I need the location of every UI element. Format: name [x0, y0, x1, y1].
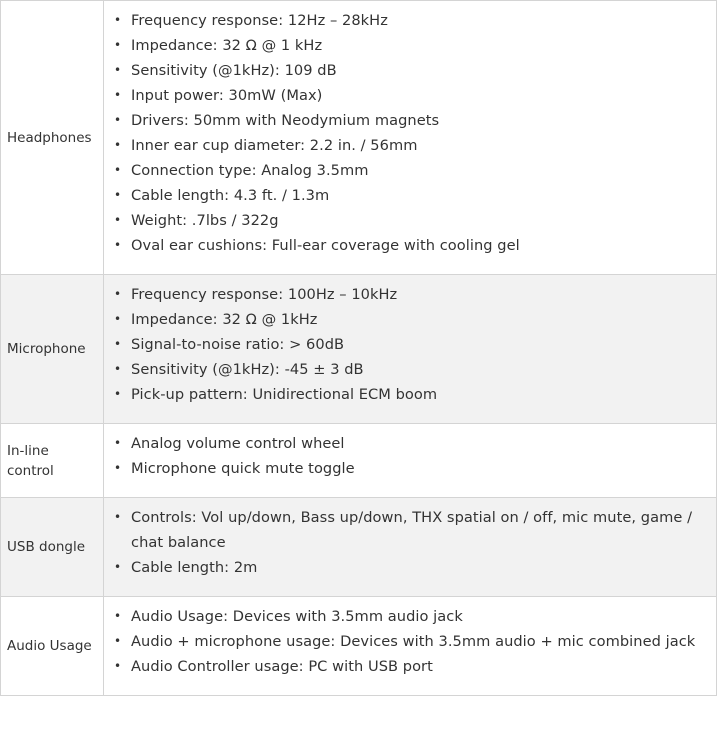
spec-list [104, 424, 716, 497]
row-values [104, 498, 717, 597]
spec-row-microphone [1, 275, 717, 424]
row-values [104, 424, 717, 498]
bullet-icon: • [114, 238, 122, 252]
list-item: • Analog volume control wheel [131, 431, 708, 456]
list-item: • Audio + microphone usage: Devices with 3.5mm audio + mic combined jack [131, 629, 708, 654]
list-item: • Impedance: 32 Ω @ 1 kHz [131, 33, 708, 58]
list-item: • Controls: Vol up/down, Bass up/down, THX spatial on / off, mic mute, game / chat balance [131, 505, 708, 555]
list-item: • Drivers: 50mm with Neodymium magnets [131, 108, 708, 133]
row-label: Headphones [1, 1, 104, 275]
spec-list [104, 498, 716, 596]
bullet-icon: • [114, 634, 122, 648]
list-item: • Pick-up pattern: Unidirectional ECM boom [131, 382, 708, 407]
list-item: • Impedance: 32 Ω @ 1kHz [131, 307, 708, 332]
bullet-icon: • [114, 163, 122, 177]
list-item: • Frequency response: 100Hz – 10kHz [131, 282, 708, 307]
row-label: USB dongle [1, 498, 104, 597]
list-item: • Oval ear cushions: Full-ear coverage with cooling gel [131, 233, 708, 258]
spec-list [104, 597, 716, 695]
list-item: • Signal-to-noise ratio: > 60dB [131, 332, 708, 357]
list-item: • Weight: .7lbs / 322g [131, 208, 708, 233]
bullet-icon: • [114, 63, 122, 77]
spec-list [104, 1, 716, 274]
spec-list [104, 275, 716, 423]
bullet-icon: • [114, 436, 122, 450]
bullet-icon: • [114, 362, 122, 376]
list-item: • Audio Controller usage: PC with USB port [131, 654, 708, 679]
bullet-icon: • [114, 188, 122, 202]
row-values [104, 597, 717, 696]
bullet-icon: • [114, 387, 122, 401]
bullet-icon: • [114, 13, 122, 27]
spec-row-inline-control [1, 424, 717, 498]
list-item: • Cable length: 4.3 ft. / 1.3m [131, 183, 708, 208]
list-item: • Microphone quick mute toggle [131, 456, 708, 481]
bullet-icon: • [114, 560, 122, 574]
spec-row-headphones [1, 1, 717, 275]
list-item: • Cable length: 2m [131, 555, 708, 580]
list-item: • Sensitivity (@1kHz): -45 ± 3 dB [131, 357, 708, 382]
bullet-icon: • [114, 88, 122, 102]
spec-row-usb-dongle [1, 498, 717, 597]
list-item: • Input power: 30mW (Max) [131, 83, 708, 108]
list-item: • Sensitivity (@1kHz): 109 dB [131, 58, 708, 83]
row-label: Microphone [1, 275, 104, 424]
bullet-icon: • [114, 461, 122, 475]
list-item: • Audio Usage: Devices with 3.5mm audio jack [131, 604, 708, 629]
bullet-icon: • [114, 659, 122, 673]
row-values [104, 1, 717, 275]
bullet-icon: • [114, 337, 122, 351]
bullet-icon: • [114, 138, 122, 152]
list-item: • Inner ear cup diameter: 2.2 in. / 56mm [131, 133, 708, 158]
bullet-icon: • [114, 113, 122, 127]
row-label: In-line control [1, 424, 104, 498]
row-values [104, 275, 717, 424]
spec-row-audio-usage [1, 597, 717, 696]
row-label: Audio Usage [1, 597, 104, 696]
list-item: • Frequency response: 12Hz – 28kHz [131, 8, 708, 33]
bullet-icon: • [114, 312, 122, 326]
bullet-icon: • [114, 38, 122, 52]
bullet-icon: • [114, 287, 122, 301]
bullet-icon: • [114, 510, 122, 524]
list-item: • Connection type: Analog 3.5mm [131, 158, 708, 183]
bullet-icon: • [114, 609, 122, 623]
bullet-icon: • [114, 213, 122, 227]
